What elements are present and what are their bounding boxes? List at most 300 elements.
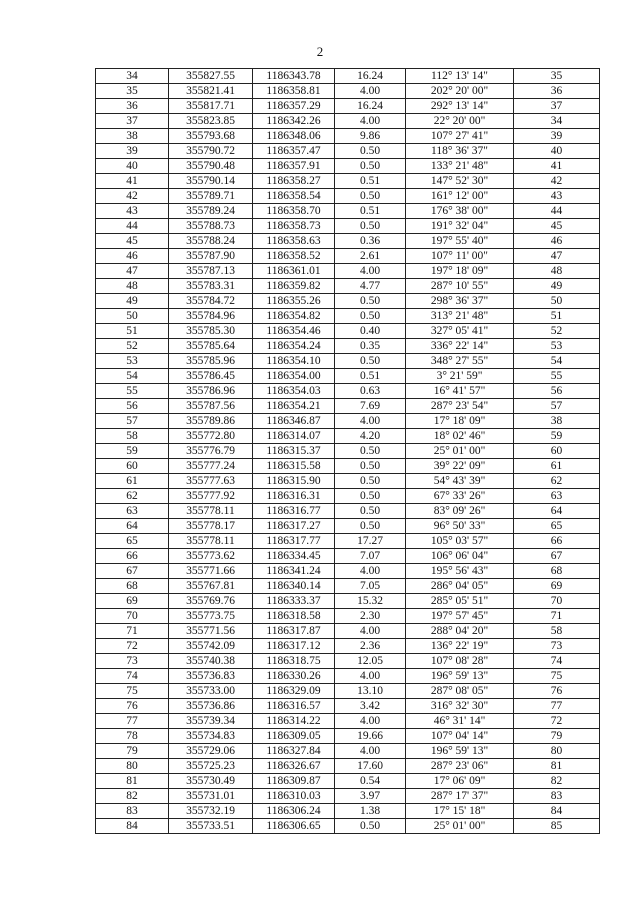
bearing-cell: 287° 08' 05"	[406, 684, 514, 699]
table-row	[96, 354, 600, 369]
bearing-cell: 83° 09' 26"	[406, 504, 514, 519]
point-number-cell: 52	[96, 339, 169, 354]
distance-cell: 7.05	[335, 579, 406, 594]
next-point-cell: 81	[514, 759, 600, 774]
bearing-cell: 176° 38' 00"	[406, 204, 514, 219]
bearing-cell: 197° 57' 45"	[406, 609, 514, 624]
distance-cell: 7.07	[335, 549, 406, 564]
distance-cell: 0.50	[335, 294, 406, 309]
bearing-cell: 107° 27' 41"	[406, 129, 514, 144]
distance-cell: 0.50	[335, 144, 406, 159]
next-point-cell: 64	[514, 504, 600, 519]
next-point-cell: 77	[514, 699, 600, 714]
table-row	[96, 429, 600, 444]
x-coordinate-cell: 355742.09	[169, 639, 253, 654]
bearing-cell: 197° 55' 40"	[406, 234, 514, 249]
x-coordinate-cell: 355778.17	[169, 519, 253, 534]
distance-cell: 0.50	[335, 189, 406, 204]
next-point-cell: 38	[514, 414, 600, 429]
distance-cell: 2.36	[335, 639, 406, 654]
y-coordinate-cell: 1186358.70	[253, 204, 335, 219]
next-point-cell: 63	[514, 489, 600, 504]
next-point-cell: 68	[514, 564, 600, 579]
table-row	[96, 669, 600, 684]
x-coordinate-cell: 355787.56	[169, 399, 253, 414]
bearing-cell: 17° 18' 09"	[406, 414, 514, 429]
next-point-cell: 58	[514, 624, 600, 639]
x-coordinate-cell: 355789.24	[169, 204, 253, 219]
table-row	[96, 129, 600, 144]
x-coordinate-cell: 355772.80	[169, 429, 253, 444]
next-point-cell: 74	[514, 654, 600, 669]
point-number-cell: 56	[96, 399, 169, 414]
point-number-cell: 55	[96, 384, 169, 399]
point-number-cell: 48	[96, 279, 169, 294]
table-row	[96, 114, 600, 129]
point-number-cell: 80	[96, 759, 169, 774]
point-number-cell: 37	[96, 114, 169, 129]
bearing-cell: 147° 52' 30"	[406, 174, 514, 189]
next-point-cell: 75	[514, 669, 600, 684]
x-coordinate-cell: 355787.13	[169, 264, 253, 279]
y-coordinate-cell: 1186316.77	[253, 504, 335, 519]
x-coordinate-cell: 355736.83	[169, 669, 253, 684]
point-number-cell: 60	[96, 459, 169, 474]
table-row	[96, 69, 600, 84]
table-row	[96, 729, 600, 744]
table-row	[96, 549, 600, 564]
point-number-cell: 77	[96, 714, 169, 729]
y-coordinate-cell: 1186358.73	[253, 219, 335, 234]
point-number-cell: 57	[96, 414, 169, 429]
y-coordinate-cell: 1186357.29	[253, 99, 335, 114]
table-row	[96, 159, 600, 174]
table-row	[96, 84, 600, 99]
y-coordinate-cell: 1186346.87	[253, 414, 335, 429]
y-coordinate-cell: 1186309.05	[253, 729, 335, 744]
table-row	[96, 444, 600, 459]
y-coordinate-cell: 1186317.12	[253, 639, 335, 654]
distance-cell: 0.50	[335, 819, 406, 834]
bearing-cell: 67° 33' 26"	[406, 489, 514, 504]
table-row	[96, 234, 600, 249]
bearing-cell: 25° 01' 00"	[406, 819, 514, 834]
point-number-cell: 47	[96, 264, 169, 279]
next-point-cell: 59	[514, 429, 600, 444]
distance-cell: 4.00	[335, 714, 406, 729]
bearing-cell: 327° 05' 41"	[406, 324, 514, 339]
y-coordinate-cell: 1186316.57	[253, 699, 335, 714]
x-coordinate-cell: 355731.01	[169, 789, 253, 804]
y-coordinate-cell: 1186354.24	[253, 339, 335, 354]
bearing-cell: 18° 02' 46"	[406, 429, 514, 444]
table-row	[96, 774, 600, 789]
point-number-cell: 40	[96, 159, 169, 174]
bearing-cell: 191° 32' 04"	[406, 219, 514, 234]
next-point-cell: 65	[514, 519, 600, 534]
y-coordinate-cell: 1186358.27	[253, 174, 335, 189]
bearing-cell: 107° 11' 00"	[406, 249, 514, 264]
point-number-cell: 70	[96, 609, 169, 624]
table-row	[96, 279, 600, 294]
distance-cell: 3.42	[335, 699, 406, 714]
bearing-cell: 287° 10' 55"	[406, 279, 514, 294]
bearing-cell: 196° 59' 13"	[406, 744, 514, 759]
distance-cell: 19.66	[335, 729, 406, 744]
distance-cell: 15.32	[335, 594, 406, 609]
point-number-cell: 73	[96, 654, 169, 669]
distance-cell: 4.00	[335, 624, 406, 639]
distance-cell: 0.50	[335, 444, 406, 459]
x-coordinate-cell: 355786.45	[169, 369, 253, 384]
next-point-cell: 83	[514, 789, 600, 804]
distance-cell: 0.50	[335, 459, 406, 474]
x-coordinate-cell: 355777.63	[169, 474, 253, 489]
y-coordinate-cell: 1186315.90	[253, 474, 335, 489]
distance-cell: 4.00	[335, 414, 406, 429]
point-number-cell: 76	[96, 699, 169, 714]
distance-cell: 0.50	[335, 219, 406, 234]
x-coordinate-cell: 355730.49	[169, 774, 253, 789]
table-row	[96, 819, 600, 834]
bearing-cell: 286° 04' 05"	[406, 579, 514, 594]
y-coordinate-cell: 1186358.81	[253, 84, 335, 99]
next-point-cell: 82	[514, 774, 600, 789]
next-point-cell: 67	[514, 549, 600, 564]
table-row	[96, 639, 600, 654]
next-point-cell: 43	[514, 189, 600, 204]
point-number-cell: 63	[96, 504, 169, 519]
y-coordinate-cell: 1186358.54	[253, 189, 335, 204]
next-point-cell: 71	[514, 609, 600, 624]
table-row	[96, 369, 600, 384]
bearing-cell: 54° 43' 39"	[406, 474, 514, 489]
x-coordinate-cell: 355767.81	[169, 579, 253, 594]
bearing-cell: 16° 41' 57"	[406, 384, 514, 399]
distance-cell: 0.40	[335, 324, 406, 339]
x-coordinate-cell: 355793.68	[169, 129, 253, 144]
bearing-cell: 202° 20' 00"	[406, 84, 514, 99]
table-row	[96, 174, 600, 189]
bearing-cell: 287° 23' 06"	[406, 759, 514, 774]
table-row	[96, 579, 600, 594]
bearing-cell: 197° 18' 09"	[406, 264, 514, 279]
point-number-cell: 59	[96, 444, 169, 459]
y-coordinate-cell: 1186306.65	[253, 819, 335, 834]
bearing-cell: 22° 20' 00"	[406, 114, 514, 129]
y-coordinate-cell: 1186314.07	[253, 429, 335, 444]
table-row	[96, 339, 600, 354]
distance-cell: 13.10	[335, 684, 406, 699]
y-coordinate-cell: 1186342.26	[253, 114, 335, 129]
y-coordinate-cell: 1186354.82	[253, 309, 335, 324]
y-coordinate-cell: 1186354.10	[253, 354, 335, 369]
table-row	[96, 264, 600, 279]
distance-cell: 0.50	[335, 519, 406, 534]
next-point-cell: 46	[514, 234, 600, 249]
bearing-cell: 285° 05' 51"	[406, 594, 514, 609]
distance-cell: 3.97	[335, 789, 406, 804]
point-number-cell: 75	[96, 684, 169, 699]
x-coordinate-cell: 355789.86	[169, 414, 253, 429]
y-coordinate-cell: 1186326.67	[253, 759, 335, 774]
bearing-cell: 17° 06' 09"	[406, 774, 514, 789]
x-coordinate-cell: 355784.72	[169, 294, 253, 309]
x-coordinate-cell: 355733.00	[169, 684, 253, 699]
y-coordinate-cell: 1186354.21	[253, 399, 335, 414]
distance-cell: 9.86	[335, 129, 406, 144]
point-number-cell: 42	[96, 189, 169, 204]
x-coordinate-cell: 355729.06	[169, 744, 253, 759]
table-row	[96, 489, 600, 504]
x-coordinate-cell: 355771.56	[169, 624, 253, 639]
y-coordinate-cell: 1186315.37	[253, 444, 335, 459]
next-point-cell: 42	[514, 174, 600, 189]
table-row	[96, 414, 600, 429]
table-row	[96, 204, 600, 219]
y-coordinate-cell: 1186317.77	[253, 534, 335, 549]
next-point-cell: 55	[514, 369, 600, 384]
bearing-cell: 287° 17' 37"	[406, 789, 514, 804]
bearing-cell: 316° 32' 30"	[406, 699, 514, 714]
bearing-cell: 292° 13' 14"	[406, 99, 514, 114]
point-number-cell: 44	[96, 219, 169, 234]
bearing-cell: 196° 59' 13"	[406, 669, 514, 684]
next-point-cell: 44	[514, 204, 600, 219]
x-coordinate-cell: 355786.96	[169, 384, 253, 399]
x-coordinate-cell: 355823.85	[169, 114, 253, 129]
point-number-cell: 68	[96, 579, 169, 594]
point-number-cell: 83	[96, 804, 169, 819]
table-row	[96, 144, 600, 159]
page-number: 2	[316, 44, 324, 59]
next-point-cell: 85	[514, 819, 600, 834]
next-point-cell: 61	[514, 459, 600, 474]
x-coordinate-cell: 355785.30	[169, 324, 253, 339]
point-number-cell: 84	[96, 819, 169, 834]
x-coordinate-cell: 355817.71	[169, 99, 253, 114]
bearing-cell: 3° 21' 59"	[406, 369, 514, 384]
distance-cell: 2.61	[335, 249, 406, 264]
distance-cell: 4.20	[335, 429, 406, 444]
next-point-cell: 41	[514, 159, 600, 174]
next-point-cell: 53	[514, 339, 600, 354]
bearing-cell: 17° 15' 18"	[406, 804, 514, 819]
y-coordinate-cell: 1186317.87	[253, 624, 335, 639]
y-coordinate-cell: 1186306.24	[253, 804, 335, 819]
bearing-cell: 118° 36' 37"	[406, 144, 514, 159]
point-number-cell: 53	[96, 354, 169, 369]
table-row	[96, 609, 600, 624]
point-number-cell: 46	[96, 249, 169, 264]
x-coordinate-cell: 355785.96	[169, 354, 253, 369]
point-number-cell: 67	[96, 564, 169, 579]
table-row	[96, 189, 600, 204]
table-row	[96, 804, 600, 819]
table-row	[96, 324, 600, 339]
point-number-cell: 58	[96, 429, 169, 444]
y-coordinate-cell: 1186359.82	[253, 279, 335, 294]
x-coordinate-cell: 355771.66	[169, 564, 253, 579]
y-coordinate-cell: 1186318.75	[253, 654, 335, 669]
table-row	[96, 624, 600, 639]
table-row	[96, 594, 600, 609]
y-coordinate-cell: 1186334.45	[253, 549, 335, 564]
x-coordinate-cell: 355821.41	[169, 84, 253, 99]
next-point-cell: 51	[514, 309, 600, 324]
point-number-cell: 49	[96, 294, 169, 309]
distance-cell: 16.24	[335, 99, 406, 114]
distance-cell: 1.38	[335, 804, 406, 819]
bearing-cell: 106° 06' 04"	[406, 549, 514, 564]
next-point-cell: 79	[514, 729, 600, 744]
coordinates-table	[95, 68, 600, 834]
distance-cell: 0.54	[335, 774, 406, 789]
x-coordinate-cell: 355787.90	[169, 249, 253, 264]
y-coordinate-cell: 1186317.27	[253, 519, 335, 534]
point-number-cell: 61	[96, 474, 169, 489]
point-number-cell: 74	[96, 669, 169, 684]
table-row	[96, 744, 600, 759]
table-row	[96, 759, 600, 774]
table-row	[96, 789, 600, 804]
distance-cell: 0.51	[335, 204, 406, 219]
y-coordinate-cell: 1186333.37	[253, 594, 335, 609]
distance-cell: 12.05	[335, 654, 406, 669]
table-row	[96, 684, 600, 699]
point-number-cell: 62	[96, 489, 169, 504]
table-row	[96, 294, 600, 309]
distance-cell: 0.36	[335, 234, 406, 249]
y-coordinate-cell: 1186327.84	[253, 744, 335, 759]
y-coordinate-cell: 1186343.78	[253, 69, 335, 84]
distance-cell: 7.69	[335, 399, 406, 414]
next-point-cell: 50	[514, 294, 600, 309]
table-row	[96, 384, 600, 399]
table-row	[96, 309, 600, 324]
bearing-cell: 287° 23' 54"	[406, 399, 514, 414]
distance-cell: 0.51	[335, 369, 406, 384]
distance-cell: 0.50	[335, 489, 406, 504]
bearing-cell: 96° 50' 33"	[406, 519, 514, 534]
next-point-cell: 40	[514, 144, 600, 159]
x-coordinate-cell: 355790.14	[169, 174, 253, 189]
next-point-cell: 56	[514, 384, 600, 399]
x-coordinate-cell: 355740.38	[169, 654, 253, 669]
next-point-cell: 84	[514, 804, 600, 819]
table-row	[96, 564, 600, 579]
point-number-cell: 41	[96, 174, 169, 189]
y-coordinate-cell: 1186357.47	[253, 144, 335, 159]
distance-cell: 4.00	[335, 114, 406, 129]
distance-cell: 0.35	[335, 339, 406, 354]
x-coordinate-cell: 355784.96	[169, 309, 253, 324]
bearing-cell: 46° 31' 14"	[406, 714, 514, 729]
distance-cell: 0.63	[335, 384, 406, 399]
point-number-cell: 39	[96, 144, 169, 159]
next-point-cell: 57	[514, 399, 600, 414]
table-row	[96, 249, 600, 264]
x-coordinate-cell: 355739.34	[169, 714, 253, 729]
distance-cell: 2.30	[335, 609, 406, 624]
next-point-cell: 48	[514, 264, 600, 279]
distance-cell: 4.00	[335, 84, 406, 99]
x-coordinate-cell: 355785.64	[169, 339, 253, 354]
y-coordinate-cell: 1186341.24	[253, 564, 335, 579]
y-coordinate-cell: 1186358.63	[253, 234, 335, 249]
bearing-cell: 298° 36' 37"	[406, 294, 514, 309]
distance-cell: 17.27	[335, 534, 406, 549]
next-point-cell: 62	[514, 474, 600, 489]
distance-cell: 4.77	[335, 279, 406, 294]
table-row	[96, 504, 600, 519]
distance-cell: 0.50	[335, 159, 406, 174]
bearing-cell: 107° 04' 14"	[406, 729, 514, 744]
x-coordinate-cell: 355732.19	[169, 804, 253, 819]
y-coordinate-cell: 1186340.14	[253, 579, 335, 594]
distance-cell: 0.51	[335, 174, 406, 189]
point-number-cell: 78	[96, 729, 169, 744]
distance-cell: 0.50	[335, 474, 406, 489]
x-coordinate-cell: 355734.83	[169, 729, 253, 744]
point-number-cell: 64	[96, 519, 169, 534]
point-number-cell: 69	[96, 594, 169, 609]
point-number-cell: 43	[96, 204, 169, 219]
bearing-cell: 195° 56' 43"	[406, 564, 514, 579]
bearing-cell: 348° 27' 55"	[406, 354, 514, 369]
next-point-cell: 72	[514, 714, 600, 729]
x-coordinate-cell: 355789.71	[169, 189, 253, 204]
x-coordinate-cell: 355790.48	[169, 159, 253, 174]
x-coordinate-cell: 355773.75	[169, 609, 253, 624]
y-coordinate-cell: 1186318.58	[253, 609, 335, 624]
next-point-cell: 54	[514, 354, 600, 369]
y-coordinate-cell: 1186354.03	[253, 384, 335, 399]
bearing-cell: 161° 12' 00"	[406, 189, 514, 204]
next-point-cell: 52	[514, 324, 600, 339]
bearing-cell: 25° 01' 00"	[406, 444, 514, 459]
x-coordinate-cell: 355778.11	[169, 504, 253, 519]
bearing-cell: 313° 21' 48"	[406, 309, 514, 324]
next-point-cell: 69	[514, 579, 600, 594]
distance-cell: 4.00	[335, 669, 406, 684]
point-number-cell: 66	[96, 549, 169, 564]
next-point-cell: 34	[514, 114, 600, 129]
y-coordinate-cell: 1186330.26	[253, 669, 335, 684]
bearing-cell: 136° 22' 19"	[406, 639, 514, 654]
x-coordinate-cell: 355776.79	[169, 444, 253, 459]
bearing-cell: 336° 22' 14"	[406, 339, 514, 354]
distance-cell: 16.24	[335, 69, 406, 84]
y-coordinate-cell: 1186315.58	[253, 459, 335, 474]
point-number-cell: 72	[96, 639, 169, 654]
y-coordinate-cell: 1186314.22	[253, 714, 335, 729]
y-coordinate-cell: 1186357.91	[253, 159, 335, 174]
distance-cell: 4.00	[335, 744, 406, 759]
y-coordinate-cell: 1186354.46	[253, 324, 335, 339]
x-coordinate-cell: 355777.92	[169, 489, 253, 504]
y-coordinate-cell: 1186354.00	[253, 369, 335, 384]
distance-cell: 17.60	[335, 759, 406, 774]
distance-cell: 4.00	[335, 264, 406, 279]
point-number-cell: 36	[96, 99, 169, 114]
x-coordinate-cell: 355783.31	[169, 279, 253, 294]
y-coordinate-cell: 1186361.01	[253, 264, 335, 279]
bearing-cell: 288° 04' 20"	[406, 624, 514, 639]
table-row	[96, 459, 600, 474]
x-coordinate-cell: 355733.51	[169, 819, 253, 834]
x-coordinate-cell: 355790.72	[169, 144, 253, 159]
